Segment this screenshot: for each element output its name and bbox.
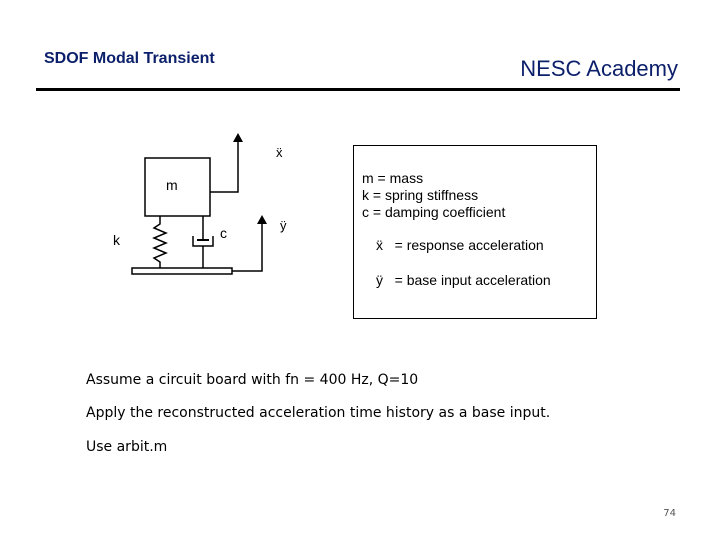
legend-row-mass: m = mass (362, 170, 424, 186)
base-plate (132, 268, 232, 274)
slide-title-left: SDOF Modal Transient (44, 50, 215, 67)
spring-label: k (113, 232, 120, 248)
legend-base-symbol: ÿ (376, 272, 383, 288)
damper-label: c (220, 225, 227, 241)
legend-row-base (376, 272, 551, 288)
legend-row-damping: c = damping coefficient (362, 204, 506, 220)
page-number: 74 (663, 508, 676, 519)
legend-box (353, 145, 597, 319)
spring (154, 216, 166, 268)
base-arrow-head (257, 215, 267, 224)
response-arrow-head (233, 133, 243, 142)
response-label: ẍ (276, 145, 283, 160)
base-arrow (232, 222, 262, 271)
base-label: ÿ (280, 218, 287, 233)
legend-row-spring: k = spring stiffness (362, 187, 479, 203)
body-line-2: Apply the reconstructed acceleration time history as a base input. (86, 405, 551, 421)
legend-response-symbol: ẍ (376, 237, 383, 253)
body-line-1: Assume a circuit board with fn = 400 Hz, Q=10 (86, 372, 419, 388)
legend-base-text: = base input acceleration (394, 272, 551, 288)
body-line-3: Use arbit.m (86, 439, 168, 455)
response-arrow (210, 140, 238, 192)
slide-title-right: NESC Academy (520, 56, 678, 81)
legend-row-response (376, 237, 544, 253)
mass-label: m (166, 177, 178, 193)
legend-response-text: = response acceleration (394, 237, 544, 253)
